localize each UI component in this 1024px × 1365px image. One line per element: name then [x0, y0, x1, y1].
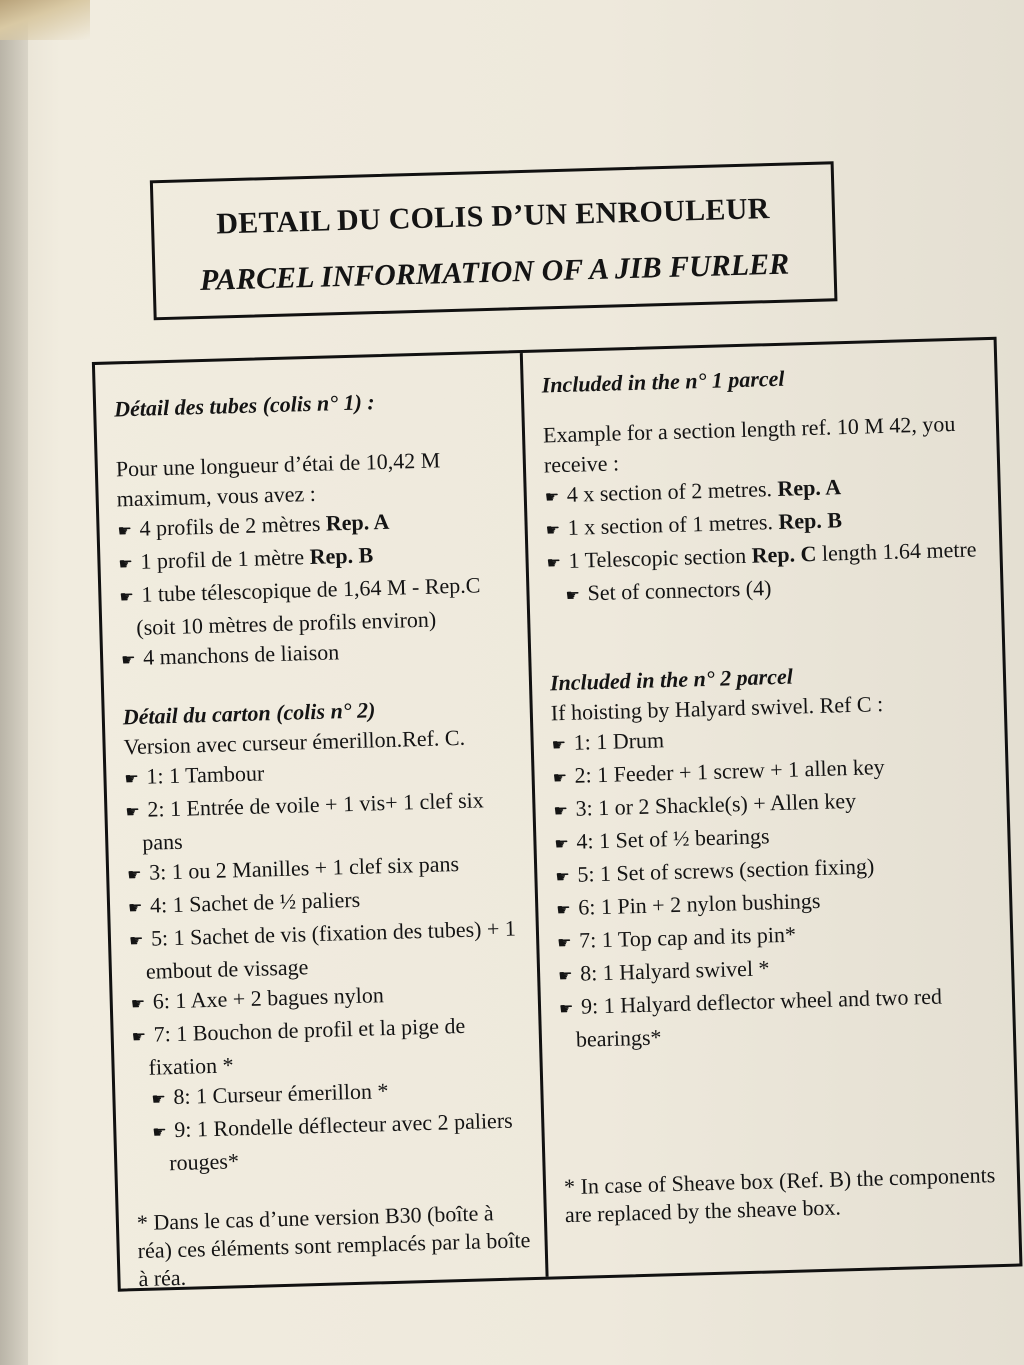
list-item: ☛ 2: 1 Entrée de voile + 1 vis+ 1 clef six pans — [125, 787, 485, 855]
title-english: PARCEL INFORMATION OF A JIB FURLER — [199, 247, 790, 297]
carton-intro: Version avec curseur émerillon.Ref. C. — [123, 724, 466, 760]
list-item: ☛ 6: 1 Pin + 2 nylon bushings — [556, 881, 997, 926]
pointing-hand-icon: ☛ — [554, 835, 570, 854]
pointing-hand-icon: ☛ — [565, 587, 581, 605]
pointing-hand-icon: ☛ — [130, 995, 146, 1014]
list-item: ☛ Set of connectors (4) — [547, 567, 988, 612]
pointing-hand-icon: ☛ — [151, 1091, 167, 1109]
pointing-hand-icon: ☛ — [545, 522, 561, 540]
pointing-hand-icon: ☛ — [555, 868, 571, 887]
parcel1-heading: Included in the n° 1 parcel — [541, 365, 785, 398]
list-item: ☛ 8: 1 Halyard swivel * — [558, 947, 999, 992]
page-edge — [0, 0, 28, 1365]
pointing-hand-icon: ☛ — [152, 1124, 168, 1142]
footnote-english: * In case of Sheave box (Ref. B) the components are replaced by the sheave box. — [563, 1162, 996, 1228]
pointing-hand-icon: ☛ — [125, 803, 141, 822]
pointing-hand-icon: ☛ — [553, 802, 569, 821]
list-item: ☛ 4: 1 Set of ½ bearings — [554, 815, 995, 860]
parcel2-heading: Included in the n° 2 parcel — [549, 663, 794, 696]
list-item: ☛ 5: 1 Sachet de vis (fixation des tubes) + 1 embout de vissage — [128, 915, 517, 984]
list-item: ☛ 1 profil de 1 mètre Rep. B — [118, 536, 514, 580]
list-item: ☛ 4 profils de 2 mètres Rep. A — [117, 503, 513, 547]
pointing-hand-icon: ☛ — [552, 769, 568, 788]
content-table — [92, 337, 1023, 1292]
pointing-hand-icon: ☛ — [131, 1028, 147, 1047]
pointing-hand-icon: ☛ — [556, 901, 571, 920]
list-item: ☛ 3: 1 ou 2 Manilles + 1 clef six pans — [127, 847, 523, 891]
title-french: DETAIL DU COLIS D’UN ENROULEUR — [215, 192, 771, 241]
list-item: ☛ 1 tube télescopique de 1,64 M - Rep.C (soit 10 mètres de profils environ) — [119, 572, 481, 640]
list-item: ☛ 1: 1 Drum — [551, 716, 992, 761]
pointing-hand-icon: ☛ — [124, 770, 140, 789]
tubes-intro: Pour une longueur d’étai de 10,42 M maximum, vous avez : — [115, 447, 441, 512]
pointing-hand-icon: ☛ — [126, 866, 142, 885]
parcel1-intro: Example for a section length ref. 10 M 42, you receive : — [542, 410, 956, 478]
list-item: ☛ 9: 1 Halyard deflector wheel and two red bearings* — [558, 983, 943, 1052]
binding-corner — [0, 0, 90, 40]
list-item: ☛ 4 manchons de liaison — [121, 632, 517, 676]
list-item: ☛ 4: 1 Sachet de ½ paliers — [128, 880, 524, 924]
list-item: ☛ 5: 1 Set of screws (section fixing) — [555, 848, 996, 893]
pointing-hand-icon: ☛ — [557, 967, 573, 986]
pointing-hand-icon: ☛ — [120, 651, 136, 670]
french-column — [113, 353, 534, 1293]
list-item: ☛ 7: 1 Bouchon de profil et la pige de fixation * — [131, 1012, 466, 1080]
pointing-hand-icon: ☛ — [127, 899, 143, 918]
list-item: ☛ 7: 1 Top cap and its pin* — [557, 914, 998, 959]
list-item: ☛ 1 x section of 1 metres. Rep. B — [545, 501, 986, 546]
list-item: ☛ 1: 1 Tambour — [124, 751, 520, 795]
pointing-hand-icon: ☛ — [119, 588, 135, 607]
pointing-hand-icon: ☛ — [118, 555, 134, 574]
carton-heading: Détail du carton (colis n° 2) — [122, 697, 376, 730]
list-item: ☛ 8: 1 Curseur émerillon * — [133, 1072, 529, 1116]
title-box — [150, 161, 838, 320]
pointing-hand-icon: ☛ — [558, 1000, 574, 1019]
list-item: ☛ 6: 1 Axe + 2 bagues nylon — [130, 976, 526, 1020]
list-item: ☛ 9: 1 Rondelle déflecteur avec 2 paliers rouges* — [152, 1107, 513, 1176]
pointing-hand-icon: ☛ — [551, 736, 567, 755]
tubes-heading: Détail des tubes (colis n° 1) : — [113, 389, 375, 422]
list-item: ☛ 1 Telescopic section Rep. C length 1.64 metre — [546, 534, 987, 579]
pointing-hand-icon: ☛ — [117, 523, 133, 541]
pointing-hand-icon: ☛ — [557, 934, 572, 953]
list-item: ☛ 2: 1 Feeder + 1 screw + 1 allen key — [552, 749, 993, 794]
pointing-hand-icon: ☛ — [546, 555, 562, 573]
document-page — [40, 97, 1024, 1323]
pointing-hand-icon: ☛ — [544, 489, 560, 507]
pointing-hand-icon: ☛ — [128, 932, 144, 951]
list-item: ☛ 4 x section of 2 metres. Rep. A — [544, 468, 985, 513]
list-item: ☛ 3: 1 or 2 Shackle(s) + Allen key — [553, 782, 994, 827]
footnote-french: * Dans le cas d’une version B30 (boîte à réa) ces éléments sont remplacés par la boîte à réa. — [136, 1200, 531, 1292]
english-column — [541, 340, 1005, 1229]
parcel2-intro: If hoisting by Halyard swivel. Ref C : — [550, 691, 884, 726]
